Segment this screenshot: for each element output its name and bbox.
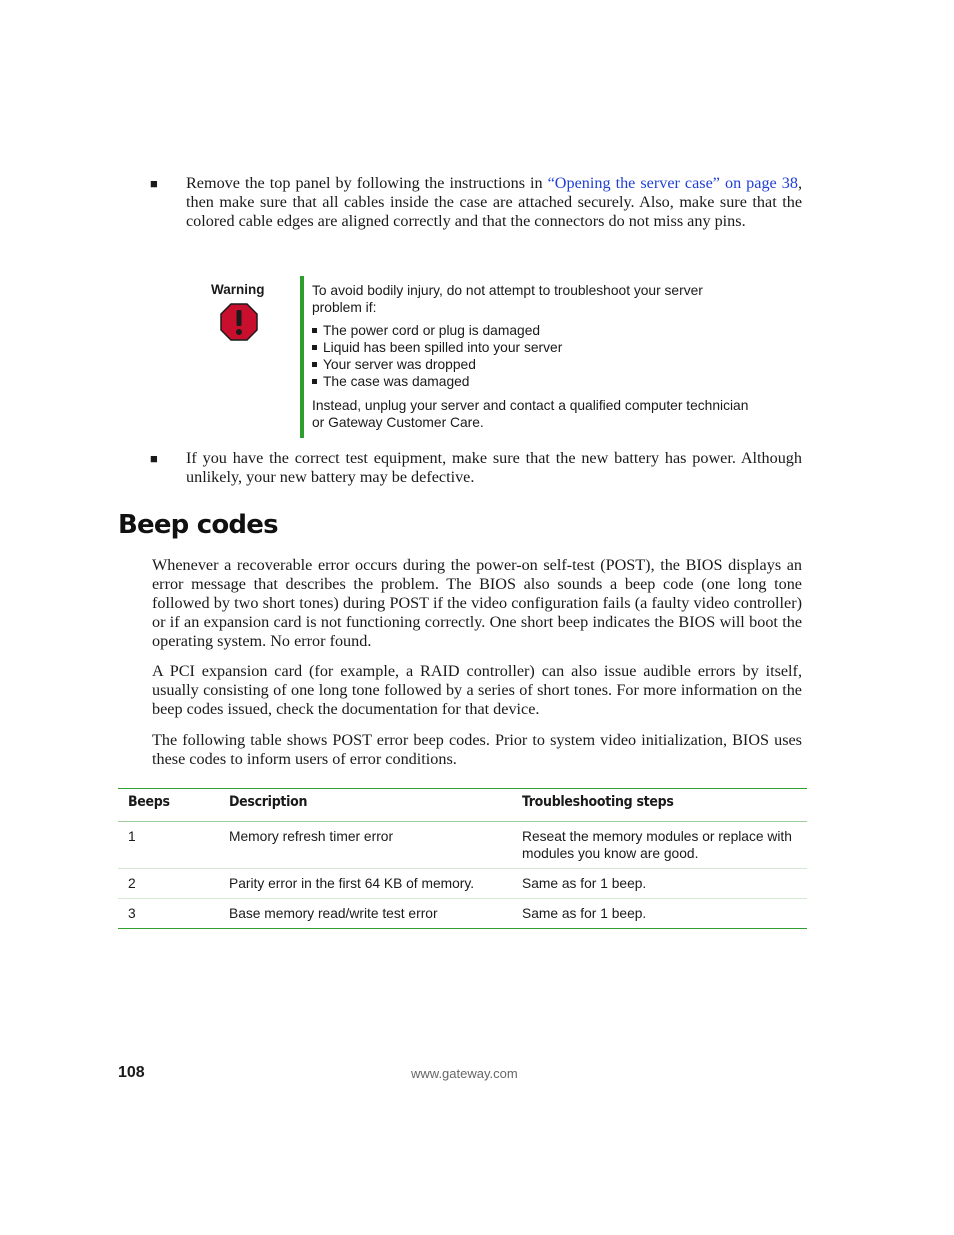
warning-condition-item: Your server was dropped [312,356,752,373]
bullet-text: If you have the correct test equipment, make sure that the new battery has power. Although unlikely, your new battery may be defective. [186,449,802,486]
beeps-cell: 3 [118,899,219,929]
table-row [118,869,807,899]
bullet-item-test-battery [150,449,802,487]
bullet-marker: ■ [150,451,158,466]
column-header-beeps: Beeps [118,789,219,822]
warning-octagon-icon [220,303,258,341]
bullet-text-after: , then make sure that all cables inside the case are attached securely. Also, make sure that the colored cable edges are aligned correctly and that the connectors do not miss any pins. [186,174,802,230]
warning-condition-item: Liquid has been spilled into your server [312,339,752,356]
section-heading: Beep codes [118,510,278,540]
warning-callout [205,276,765,438]
column-header-troubleshooting: Troubleshooting steps [512,789,807,822]
body-paragraph: Whenever a recoverable error occurs during the power-on self-test (POST), the BIOS displays an error message that describes the problem. The BIOS also sounds a beep code (one long tone followed by two short tones) during POST if the video configuration fails (a faulty video controller) or if an expansion card is not functioning correctly. One short beep indicates the BIOS will boot the operating system. No error found. [152,556,802,650]
description-cell: Parity error in the first 64 KB of memory. [219,869,512,899]
description-cell: Memory refresh timer error [219,822,512,869]
bullet-text [186,174,802,231]
warning-accent-bar [300,276,304,438]
bullet-marker: ■ [150,176,158,191]
troubleshooting-cell: Reseat the memory modules or replace with modules you know are good. [512,822,807,869]
table-header-row [118,789,807,822]
bullet-item-remove-top-panel [150,174,802,231]
beeps-cell: 1 [118,822,219,869]
warning-content [312,282,752,431]
troubleshooting-cell: Same as for 1 beep. [512,869,807,899]
page-number: 108 [118,1064,145,1081]
body-paragraph: The following table shows POST error beep codes. Prior to system video initialization, BIOS uses these codes to inform users of error conditions. [152,731,802,768]
table-row [118,822,807,869]
warning-condition-item: The case was damaged [312,373,752,390]
table-row [118,899,807,929]
troubleshooting-cell: Same as for 1 beep. [512,899,807,929]
warning-outro: Instead, unplug your server and contact a qualified computer technician or Gateway Customer Care. [312,398,749,430]
warning-conditions-list [312,322,752,390]
column-header-description: Description [219,789,512,822]
opening-server-case-link[interactable]: “Opening the server case” on page 38 [547,174,798,192]
description-cell: Base memory read/write test error [219,899,512,929]
warning-condition-item: The power cord or plug is damaged [312,322,752,339]
footer-url: www.gateway.com [411,1066,518,1081]
beep-codes-table [118,788,807,929]
beeps-cell: 2 [118,869,219,899]
warning-label: Warning [211,282,265,297]
warning-intro: To avoid bodily injury, do not attempt to troubleshoot your server problem if: [312,283,703,315]
body-paragraph: A PCI expansion card (for example, a RAID controller) can also issue audible errors by itself, usually consisting of one long tone followed by a series of short tones. For more information on the beep codes issued, check the documentation for that device. [152,662,802,718]
bullet-text-before: Remove the top panel by following the instructions in [186,174,548,192]
